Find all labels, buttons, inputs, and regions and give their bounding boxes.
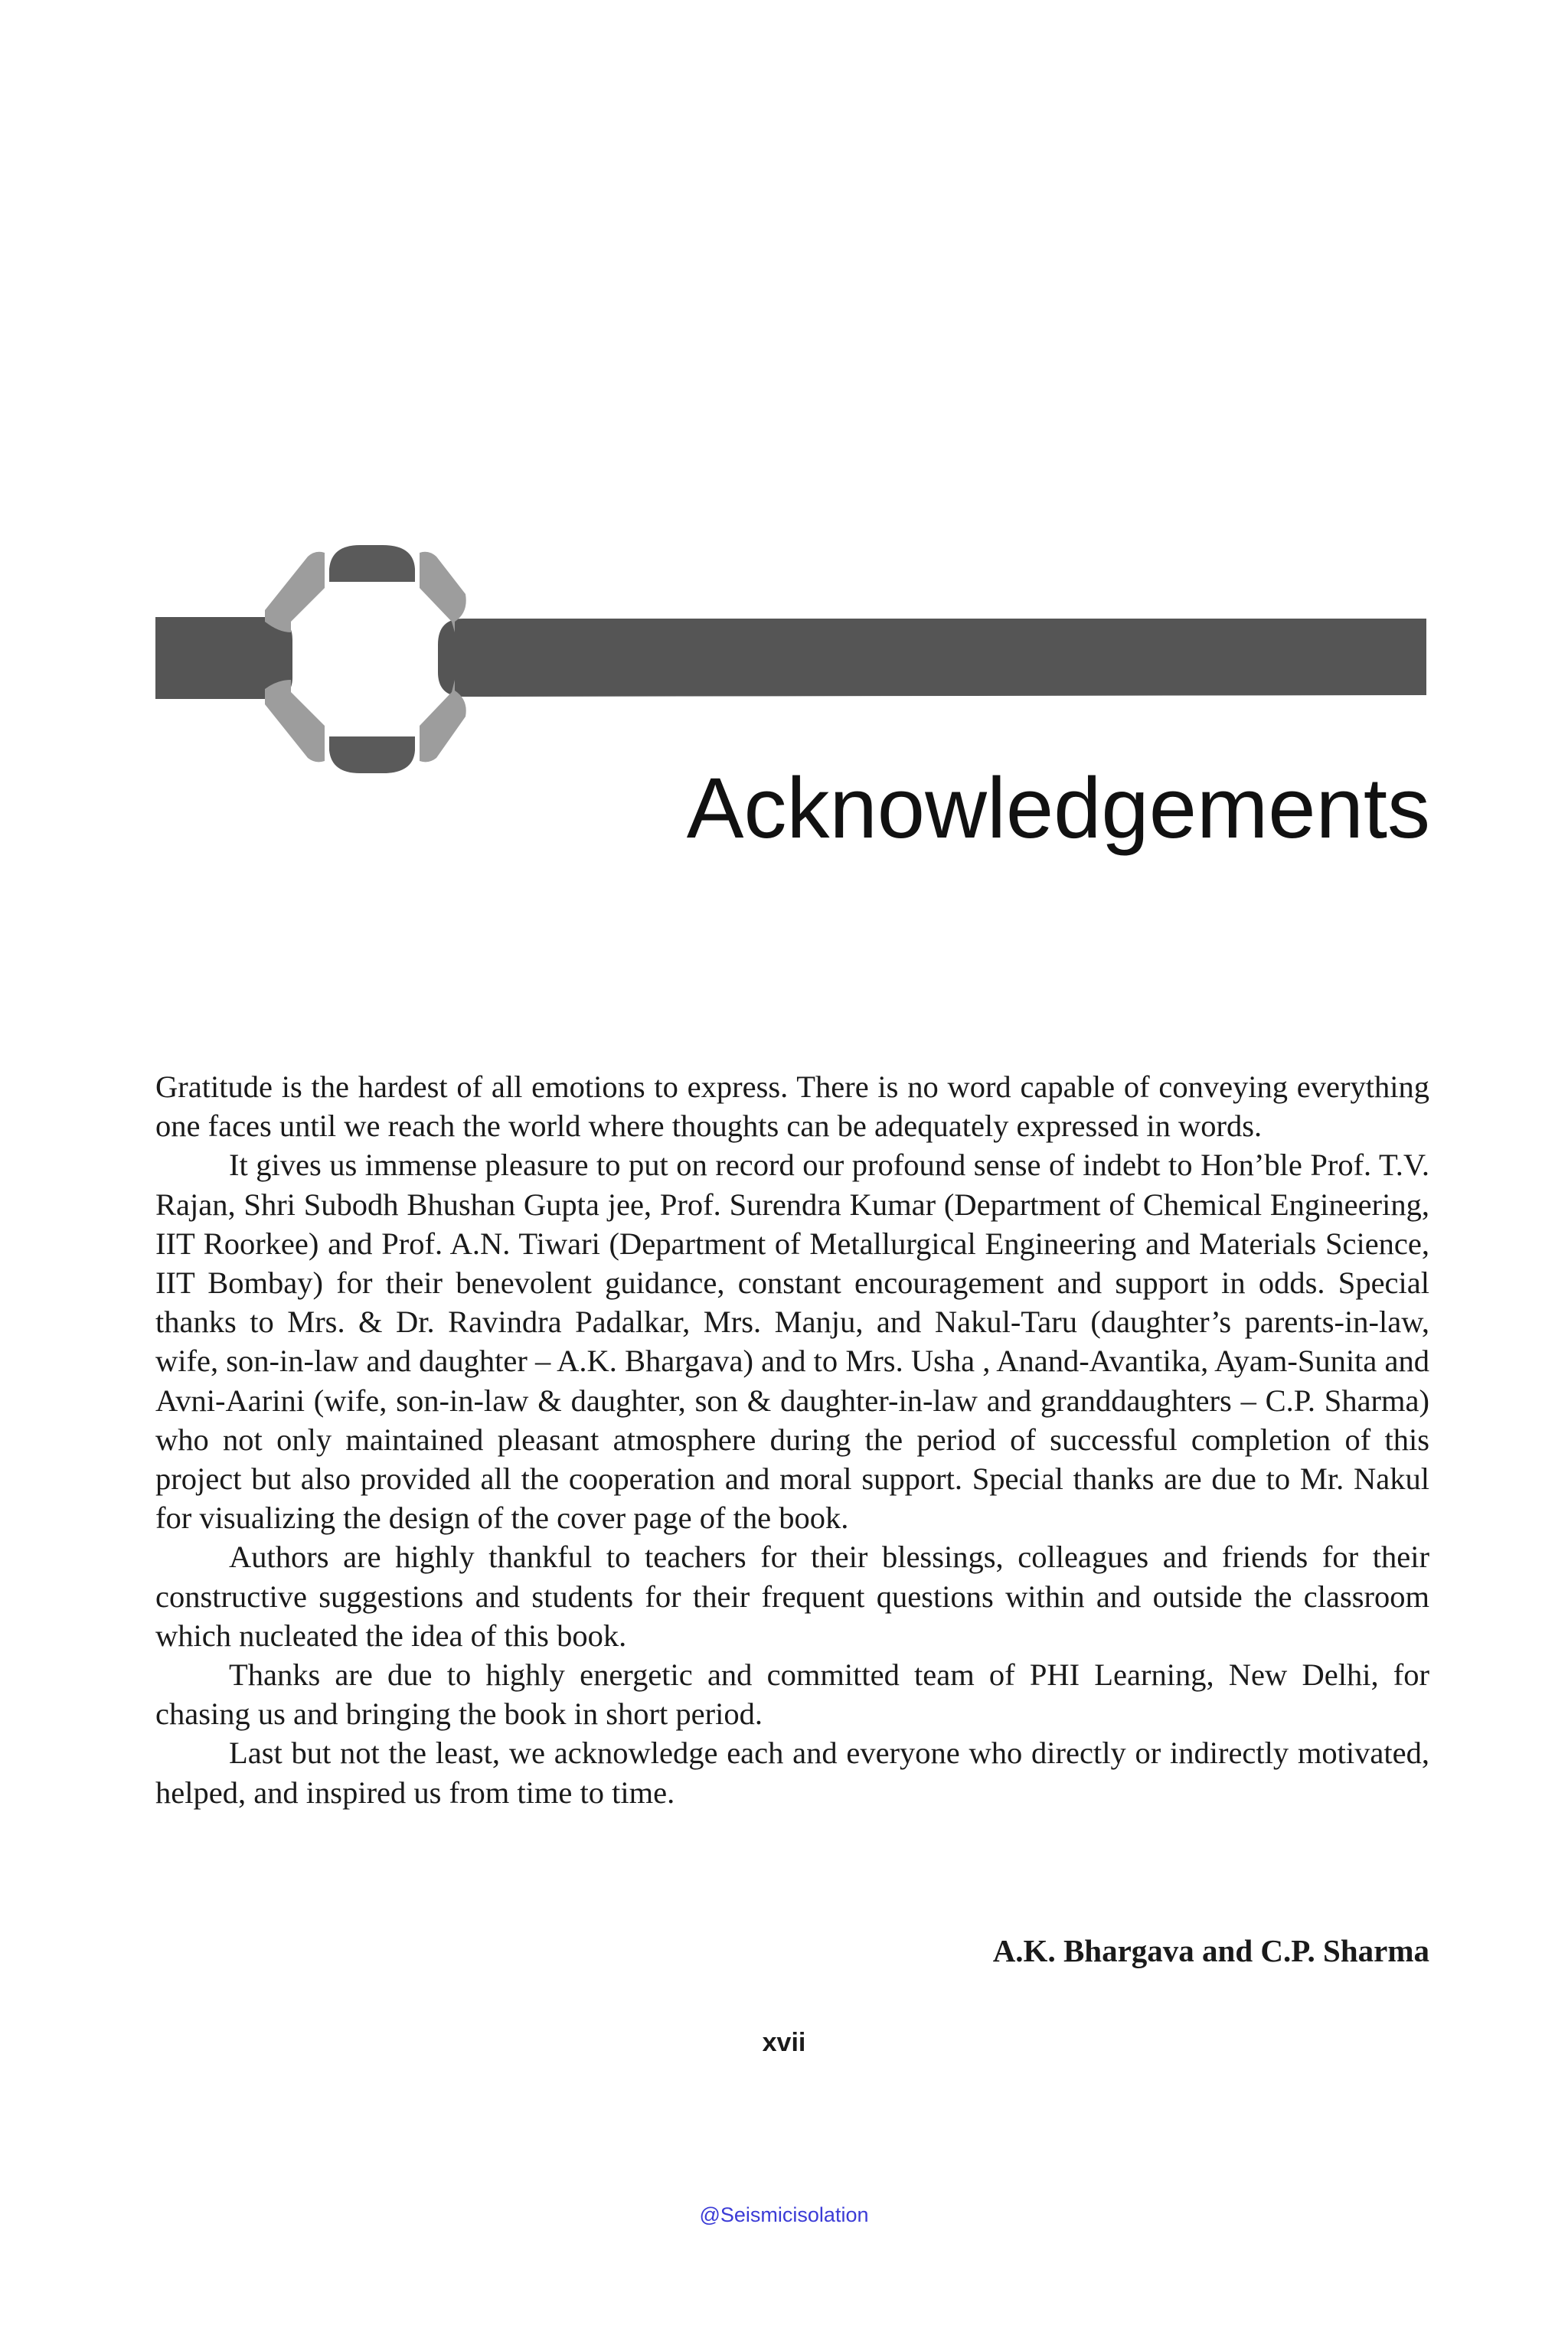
paragraph-publisher-thanks: Thanks are due to highly energetic and committed team of PHI Learning, New Delhi, for chasing us and bringing the book in short period. [155, 1657, 1429, 1732]
ring-segment-upper-left [265, 552, 325, 632]
acknowledgements-body [155, 1067, 1429, 1812]
chapter-title: Acknowledgements [686, 760, 1430, 856]
ring-segment-bottom [329, 736, 415, 773]
paragraph-intro: Gratitude is the hardest of all emotions to express. There is no word capable of conveying everything one faces until we reach the world where thoughts can be adequately expressed in words. [155, 1070, 1429, 1144]
paragraph-closing: Last but not the least, we acknowledge each and everyone who directly or indirectly motivated, helped, and inspired us from time to time. [155, 1736, 1429, 1810]
banner-bar-right [438, 619, 1426, 697]
chapter-banner-graphic [0, 0, 1568, 804]
paragraph-authors-thanks: Authors are highly thankful to teachers for their blessings, colleagues and friends for their constructive suggestions and students for their frequent questions within and outside the classroom which nucleated the idea of this book. [155, 1540, 1429, 1653]
page-number: xvii [762, 2028, 806, 2057]
ring-segment-lower-left [265, 680, 325, 762]
author-signature: A.K. Bhargava and C.P. Sharma [992, 1933, 1429, 1968]
paragraph-gratitude: It gives us immense pleasure to put on record our profound sense of indebt to Hon’ble Prof. T.V. Rajan, Shri Subodh Bhushan Gupta jee, Prof. Surendra Kumar (Department of Chemical Engineering, IIT Roorkee) and Prof. A.N. Tiwari (Department of Metallurgical Engineering and Materials Science, IIT Bombay) for their benevolent guidance, constant encouragement and support in odds. Special thanks to Mrs. & Dr. Ravindra Padalkar, Mrs. Manju, and Nakul-Taru (daughter’s parents-in-law, wife, son-in-law and daughter – A.K. Bhargava) and to Mrs. Usha , Anand-Avantika, Ayam-Sunita and Avni-Aarini (wife, son-in-law & daughter, son & daughter-in-law and granddaughters – C.P. Sharma) who not only maintained pleasant atmosphere during the period of successful completion of this project but also provided all the cooperation and moral support. Special thanks are due to Mr. Nakul for visualizing the design of the cover page of the book. [155, 1148, 1429, 1536]
watermark-text: @Seismicisolation [699, 2203, 869, 2226]
ring-segment-top [329, 545, 415, 582]
